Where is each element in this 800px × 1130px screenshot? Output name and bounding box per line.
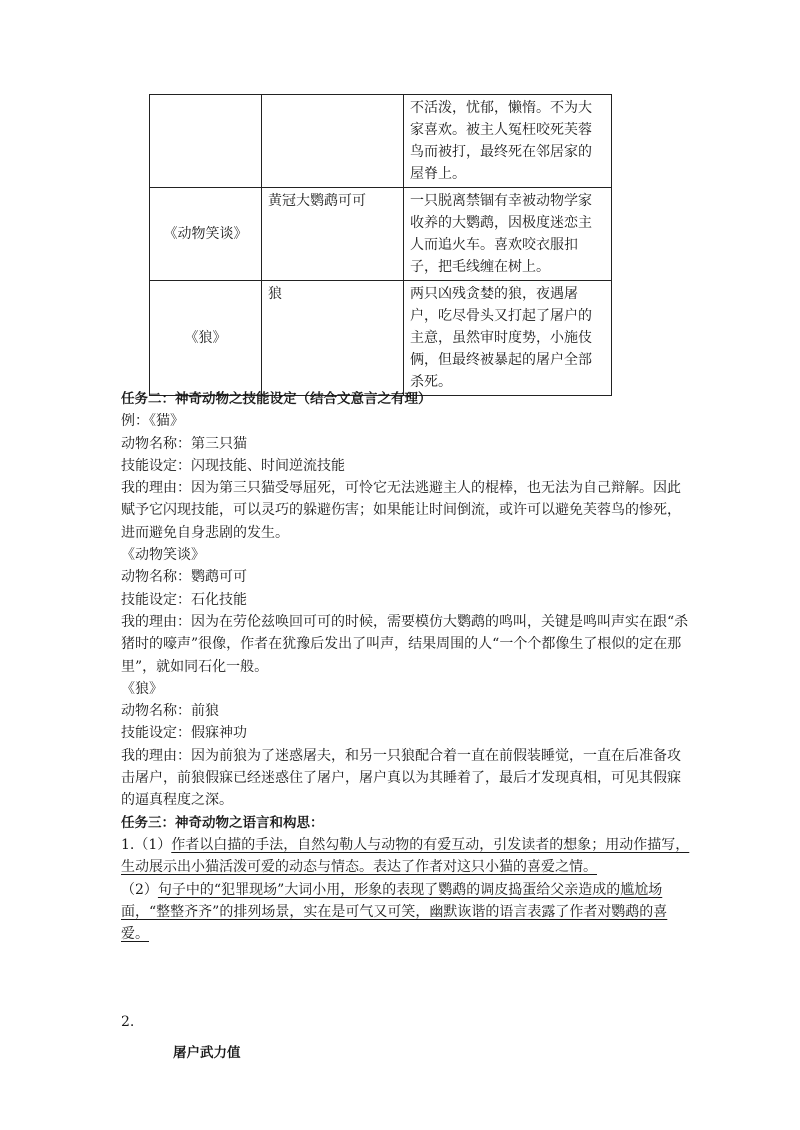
item2-prefix: （2） — [121, 881, 158, 898]
cat-reason: 我的理由：因为第三只猫受辱屈死，可怜它无法逃避主人的棍棒，也无法为自己辩解。因此赋予它闪现技能，可以灵巧的躲避伤害；如果能让时间倒流，或许可以避免芙蓉鸟的惨死，进而避免自身悲剧的发生。 — [121, 480, 681, 541]
table-cell-desc: 不活泼，忧郁，懒惰。不为大家喜欢。被主人冤枉咬死芙蓉鸟而被打，最终死在邻居家的屋脊上。 — [404, 95, 612, 188]
table-cell-animal: 狼 — [262, 281, 404, 396]
task3-heading: 任务三：神奇动物之语言和构思： — [121, 814, 324, 831]
spacer — [121, 945, 691, 1011]
wolf-name: 动物名称：前狼 — [121, 703, 219, 720]
task3-item-1 — [121, 834, 691, 879]
table-cell-work: 《动物笑谈》 — [150, 188, 262, 281]
body-text — [121, 388, 691, 1064]
table-cell-desc: 两只凶残贪婪的狼，夜遇屠户，吃尽骨头又打起了屠户的主意，虽然审时度势，小施伎俩，但最终被暴起的屠户全部杀死。 — [404, 281, 612, 396]
table-cell-desc: 一只脱离禁锢有幸被动物学家收养的大鹦鹉，因极度迷恋主人而追火车。喜欢咬衣服扣子，把毛线缠在树上。 — [404, 188, 612, 281]
table-cell-animal: 黄冠大鹦鹉可可 — [262, 188, 404, 281]
table-row — [150, 281, 612, 396]
table-row — [150, 188, 612, 281]
wolf-skill: 技能设定：假寐神功 — [121, 725, 247, 742]
section2-title: 屠户武力值 — [173, 1044, 241, 1061]
table-row — [150, 95, 612, 188]
wolf-reason: 我的理由：因为前狼为了迷惑屠夫，和另一只狼配合着一直在前假装睡觉，一直在后准备攻击屠户，前狼假寐已经迷惑住了屠户，屠户真以为其睡着了，最后才发现真相，可见其假寐的逼真程度之深。 — [121, 747, 681, 809]
animal-table — [149, 94, 612, 396]
table-cell-animal — [262, 95, 404, 188]
table-cell-work: 《狼》 — [150, 281, 262, 396]
parrot-skill: 技能设定：石化技能 — [121, 591, 247, 608]
section2-number: 2. — [121, 1014, 135, 1031]
item1-text: 作者以白描的手法，自然勾勒人与动物的有爱互动，引发读者的想象；用动作描写，生动展示出小猫活泼可爱的动态与情态。表达了作者对这只小猫的喜爱之情。 — [121, 836, 690, 876]
wolf-title: 《狼》 — [121, 680, 163, 697]
parrot-title: 《动物笑谈》 — [121, 547, 205, 564]
item2-text: 句子中的“犯罪现场”大词小用，形象的表现了鹦鹉的调皮捣蛋给父亲造成的尴尬场面，“整整齐齐”的排列场景，实在是可气又可笑，幽默诙谐的语言表露了作者对鹦鹉的喜爱。 — [121, 881, 668, 943]
task2-heading: 任务二：神奇动物之技能设定（结合文意言之有理） — [121, 391, 432, 407]
task3-item-2 — [121, 879, 691, 946]
example-label: 例：《猫》 — [121, 413, 184, 430]
parrot-name: 动物名称：鹦鹉可可 — [121, 569, 247, 586]
parrot-reason: 我的理由：因为在劳伦兹唤回可可的时候，需要模仿大鹦鹉的鸣叫，关键是鸣叫声实在跟“杀猪时的嚎声”很像，作者在犹豫后发出了叫声，结果周围的人“一个个都像生了根似的定在那里”，就如同石化一般。 — [121, 613, 689, 675]
cat-skill: 技能设定：闪现技能、时间逆流技能 — [121, 457, 345, 474]
cat-name: 动物名称：第三只猫 — [121, 435, 247, 452]
item1-prefix: 1.（1） — [121, 836, 172, 853]
table-cell-work — [150, 95, 262, 188]
